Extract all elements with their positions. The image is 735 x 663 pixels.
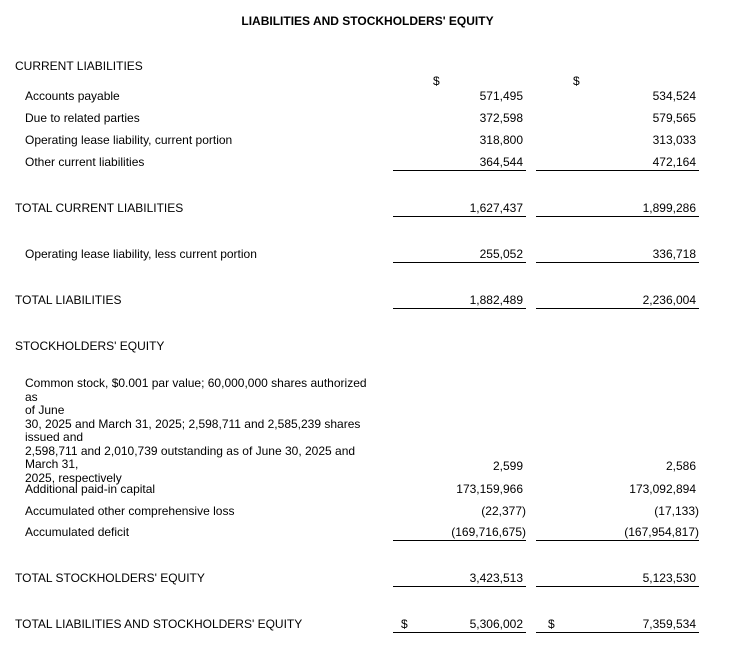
currency-symbol-total-col2: $ bbox=[548, 617, 555, 631]
common-stock-line: issued and bbox=[25, 430, 84, 444]
underline-col2 bbox=[536, 632, 699, 633]
value-due-related-col2: 579,565 bbox=[652, 111, 696, 125]
row-label-accounts-payable: Accounts payable bbox=[25, 89, 120, 103]
common-stock-line: 2025, respectively bbox=[25, 470, 122, 485]
value-total-liab-equity-col1: 5,306,002 bbox=[469, 617, 523, 631]
underline-col1 bbox=[393, 216, 526, 217]
common-stock-line: Common stock, $0.001 par value; 60,000,000 shares authorized as bbox=[25, 376, 367, 404]
value-other-current-col2: 472,164 bbox=[652, 155, 696, 169]
stockholders-equity-header: STOCKHOLDERS' EQUITY bbox=[15, 339, 165, 353]
value-common-stock-col2: 2,586 bbox=[665, 459, 696, 473]
common-stock-line: March 31, bbox=[25, 457, 79, 471]
row-label-total-current-liabilities: TOTAL CURRENT LIABILITIES bbox=[15, 201, 184, 215]
value-deficit-col1: (169,716,675) bbox=[451, 525, 526, 539]
value-accounts-payable-col1: 571,495 bbox=[479, 89, 523, 103]
value-deficit-col2: (167,954,817) bbox=[624, 525, 699, 539]
value-total-current-col2: 1,899,286 bbox=[642, 201, 696, 215]
row-label-aocl: Accumulated other comprehensive loss bbox=[25, 504, 235, 518]
value-accounts-payable-col2: 534,524 bbox=[652, 89, 696, 103]
underline-col2 bbox=[536, 216, 699, 217]
value-total-equity-col1: 3,423,513 bbox=[469, 571, 523, 585]
underline-col1 bbox=[393, 540, 526, 541]
row-label-other-current: Other current liabilities bbox=[25, 155, 145, 169]
row-label-total-stockholders-equity: TOTAL STOCKHOLDERS' EQUITY bbox=[15, 571, 205, 585]
currency-symbol-total-col1: $ bbox=[401, 617, 408, 631]
underline-col2 bbox=[536, 540, 699, 541]
underline-col2 bbox=[536, 262, 699, 263]
underline-col1 bbox=[393, 308, 526, 309]
value-apic-col1: 173,159,966 bbox=[456, 482, 523, 496]
value-total-liabilities-col2: 2,236,004 bbox=[642, 293, 696, 307]
value-other-current-col1: 364,544 bbox=[479, 155, 523, 169]
value-apic-col2: 173,092,894 bbox=[629, 482, 696, 496]
value-op-lease-noncurrent-col2: 336,718 bbox=[652, 247, 696, 261]
page-title: LIABILITIES AND STOCKHOLDERS' EQUITY bbox=[241, 14, 494, 28]
value-common-stock-col1: 2,599 bbox=[492, 459, 523, 473]
current-liabilities-header: CURRENT LIABILITIES bbox=[15, 59, 143, 73]
row-label-accumulated-deficit: Accumulated deficit bbox=[25, 525, 130, 539]
row-label-common-stock bbox=[25, 377, 380, 485]
underline-col1 bbox=[393, 632, 526, 633]
value-aocl-col2: (17,133) bbox=[654, 504, 699, 518]
underline-col1 bbox=[393, 170, 526, 171]
value-aocl-col1: (22,377) bbox=[481, 504, 526, 518]
value-due-related-col1: 372,598 bbox=[479, 111, 523, 125]
underline-col1 bbox=[393, 586, 526, 587]
underline-col2 bbox=[536, 170, 699, 171]
value-total-liab-equity-col2: 7,359,534 bbox=[642, 617, 696, 631]
row-label-total-liabilities: TOTAL LIABILITIES bbox=[15, 293, 122, 307]
value-op-lease-noncurrent-col1: 255,052 bbox=[479, 247, 523, 261]
common-stock-line: 2,598,711 and 2,010,739 outstanding as of June 30, 2025 and bbox=[25, 443, 356, 458]
underline-col2 bbox=[536, 586, 699, 587]
row-label-op-lease-noncurrent: Operating lease liability, less current portion bbox=[25, 247, 257, 261]
underline-col1 bbox=[393, 262, 526, 263]
currency-symbol-col1: $ bbox=[433, 74, 440, 88]
common-stock-line: of June bbox=[25, 403, 65, 417]
row-label-total-liabilities-and-equity: TOTAL LIABILITIES AND STOCKHOLDERS' EQUITY bbox=[15, 617, 303, 631]
row-label-due-related-parties: Due to related parties bbox=[25, 111, 140, 125]
row-label-apic: Additional paid-in capital bbox=[25, 482, 156, 496]
currency-symbol-col2: $ bbox=[573, 74, 580, 88]
row-label-op-lease-current: Operating lease liability, current portion bbox=[25, 133, 233, 147]
value-total-equity-col2: 5,123,530 bbox=[642, 571, 696, 585]
value-total-liabilities-col1: 1,882,489 bbox=[469, 293, 523, 307]
value-total-current-col1: 1,627,437 bbox=[469, 201, 523, 215]
common-stock-line: 30, 2025 and March 31, 2025; 2,598,711 and 2,585,239 shares bbox=[25, 416, 361, 431]
value-op-lease-current-col1: 318,800 bbox=[479, 133, 523, 147]
underline-col2 bbox=[536, 308, 699, 309]
value-op-lease-current-col2: 313,033 bbox=[652, 133, 696, 147]
